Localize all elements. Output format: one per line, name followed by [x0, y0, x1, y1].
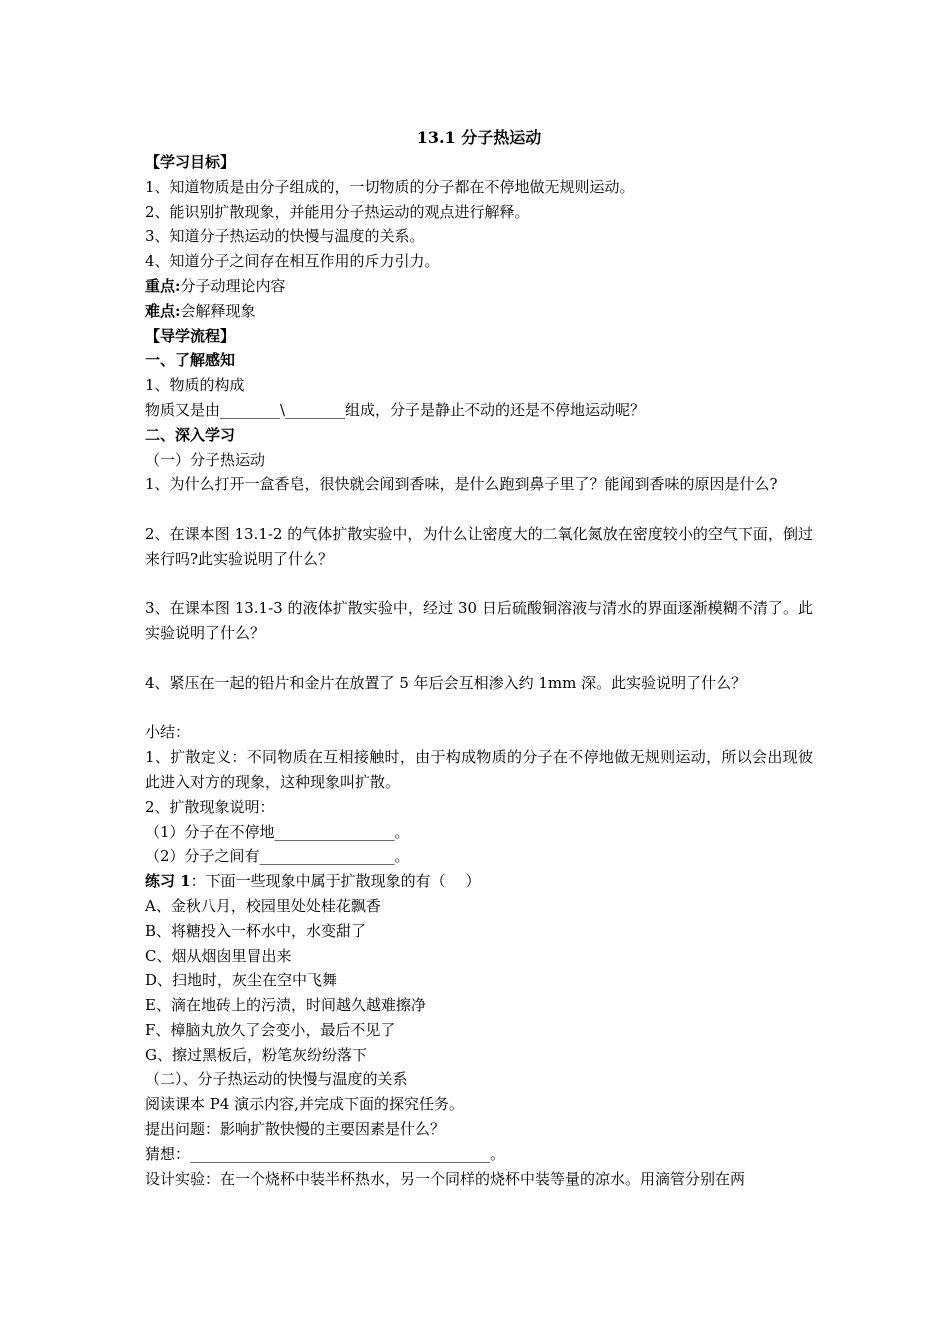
answer-space — [145, 646, 813, 671]
section1-heading: 一、了解感知 — [145, 351, 236, 370]
goal-item: 3、知道分子热运动的快慢与温度的关系。 — [145, 227, 425, 246]
difficulty-label: 难点: — [145, 301, 181, 320]
question-1: 1、为什么打开一盒香皂，很快就会闻到香味，是什么跑到鼻子里了？能闻到香味的原因是什么? — [145, 475, 778, 494]
option-item: E、滴在地砖上的污渍，时间越久越难擦净 — [145, 996, 426, 1015]
difficulty-text: 会解释现象 — [180, 301, 256, 320]
guess-line: 猜想：________________________________________。 — [145, 1144, 506, 1163]
answer-space — [145, 497, 813, 522]
summary-definition: 1、扩散定义：不同物质在互相接触时，由于构成物质的分子在不停地做无规则运动，所以会出现彼此进入对方的现象，这种现象叫扩散。 — [145, 748, 813, 791]
read-instruction: 阅读课本 P4 演示内容,并完成下面的探究任务。 — [145, 1095, 464, 1114]
s1-question: 物质又是由________\________组成，分子是静止不动的还是不停地运动呢？ — [145, 400, 646, 419]
key-label: 重点: — [145, 276, 181, 295]
goal-item: 4、知道分子之间存在相互作用的斥力引力。 — [145, 252, 440, 271]
goal-item: 1、知道物质是由分子组成的，一切物质的分子都在不停地做无规则运动。 — [145, 177, 635, 196]
ask-question: 提出问题：影响扩散快慢的主要因素是什么？ — [145, 1120, 446, 1139]
s1-item: 1、物质的构成 — [145, 376, 245, 395]
difficulty-point — [145, 299, 813, 324]
goals-heading: 【学习目标】 — [145, 153, 236, 171]
option-item: A、金秋八月，校园里处处桂花飘香 — [145, 896, 381, 915]
goal-item: 2、能识别扩散现象，并能用分子热运动的观点进行解释。 — [145, 202, 530, 221]
option-item: D、扫地时，灰尘在空中飞舞 — [145, 971, 338, 990]
exercise-label: 练习 1 — [145, 872, 191, 891]
question-3: 3、在课本图 13.1-3 的液体扩散实验中，经过 30 日后硫酸铜溶液与清水的界面逐渐模糊不清了。此实验说明了什么？ — [145, 599, 813, 643]
key-point — [145, 274, 813, 299]
summary-item: 2、扩散现象说明： — [145, 797, 275, 816]
key-text: 分子动理论内容 — [180, 276, 286, 295]
option-item: B、将糖投入一杯水中，水变甜了 — [145, 921, 367, 940]
exercise-text: ：下面一些现象中属于扩散现象的有（ ） — [190, 872, 481, 891]
question-2: 2、在课本图 13.1-2 的气体扩散实验中，为什么让密度大的二氧化氮放在密度较小的空气下面，倒过来行吗?此实验说明了什么？ — [145, 524, 813, 568]
option-item: G、擦过黑板后，粉笔灰纷纷落下 — [145, 1045, 367, 1064]
sub1-heading: （一）分子热运动 — [145, 450, 266, 469]
summary-subitem: （1）分子在不停地________________。 — [145, 822, 410, 841]
design-experiment: 设计实验：在一个烧杯中装半杯热水，另一个同样的烧杯中装等量的凉水。用滴管分别在两 — [145, 1169, 746, 1188]
option-item: F、樟脑丸放久了会变小，最后不见了 — [145, 1020, 396, 1039]
sub2-heading: （二）、分子热运动的快慢与温度的关系 — [145, 1070, 408, 1089]
page-title: 13.1 分子热运动 — [416, 128, 542, 147]
summary-label: 小结： — [145, 723, 191, 742]
option-item: C、烟从烟囱里冒出来 — [145, 946, 292, 965]
flow-heading: 【导学流程】 — [145, 326, 236, 345]
answer-space — [145, 572, 813, 597]
section2-heading: 二、深入学习 — [145, 425, 236, 444]
answer-space — [145, 696, 813, 721]
exercise-1 — [145, 869, 813, 894]
summary-subitem: （2）分子之间有__________________。 — [145, 847, 410, 866]
document-content — [145, 126, 813, 1191]
question-4: 4、紧压在一起的铅片和金片在放置了 5 年后会互相渗入约 1mm 深。此实验说明了什么？ — [145, 673, 747, 692]
